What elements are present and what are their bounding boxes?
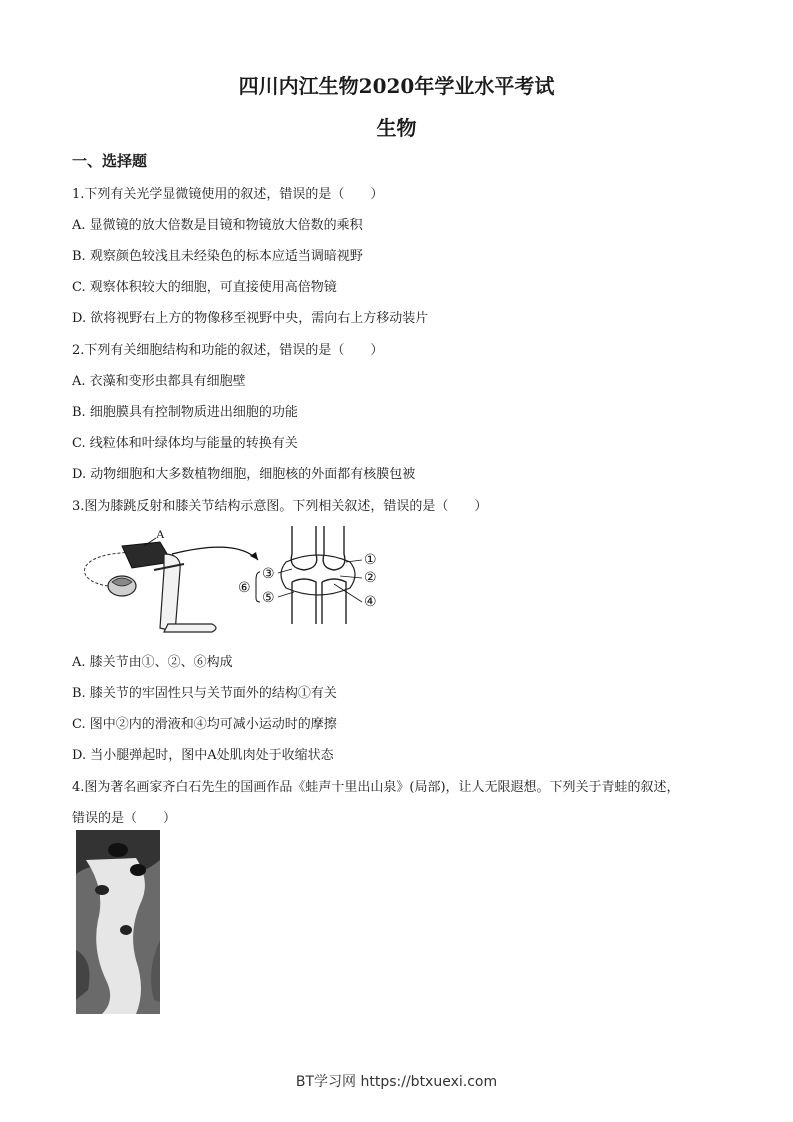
question-3-option-b: B. 膝关节的牢固性只与关节面外的结构①有关 — [72, 686, 337, 701]
label-6: ⑥ — [238, 580, 251, 596]
question-4-stem-line1: 4.图为著名画家齐白石先生的国画作品《蛙声十里出山泉》(局部)，让人无限遐想。下列关于青蛙的叙述， — [72, 780, 680, 795]
question-1-option-a: A. 显微镜的放大倍数是目镜和物镜放大倍数的乘积 — [72, 218, 363, 233]
foot-drawing — [164, 624, 216, 632]
pointer-4 — [334, 584, 362, 602]
question-2-option-a: A. 衣藻和变形虫都具有细胞壁 — [72, 374, 246, 389]
pointer-2 — [340, 576, 362, 578]
section-heading: 一、选择题 — [72, 152, 148, 170]
question-1-option-c: C. 观察体积较大的细胞，可直接使用高倍物镜 — [72, 280, 337, 295]
pointer-3 — [278, 569, 292, 573]
label-5: ⑤ — [262, 590, 275, 606]
question-4-stem-line2: 错误的是（ ） — [72, 811, 177, 826]
spinal-cord-drawing — [108, 576, 136, 596]
label-1: ① — [364, 552, 377, 568]
question-1-option-d: D. 欲将视野右上方的物像移至视野中央，需向右上方移动装片 — [72, 311, 429, 326]
question-3-option-a: A. 膝关节由①、②、⑥构成 — [72, 655, 233, 670]
question-1-stem: 1.下列有关光学显微镜使用的叙述，错误的是（ ） — [72, 187, 384, 202]
footer-watermark: BT学习网 https://btxuexi.com — [295, 1074, 498, 1090]
question-1-option-b: B. 观察颜色较浅且未经染色的标本应适当调暗视野 — [72, 249, 363, 264]
zoom-arrow — [172, 547, 258, 560]
label-4: ④ — [364, 594, 377, 610]
page-subtitle: 生物 — [376, 116, 417, 140]
question-3-stem: 3.图为膝跳反射和膝关节结构示意图。下列相关叙述，错误的是（ ） — [72, 499, 488, 514]
zoom-arrowhead — [250, 552, 258, 560]
knee-reflex-figure — [72, 524, 392, 644]
painting-image — [76, 830, 160, 1014]
question-2-option-d: D. 动物细胞和大多数植物细胞，细胞核的外面都有核膜包被 — [72, 467, 416, 482]
question-2-option-b: B. 细胞膜具有控制物质进出细胞的功能 — [72, 405, 298, 420]
label-bracket — [256, 572, 260, 602]
page-title: 四川内江生物2020年学业水平考试 — [238, 74, 555, 98]
question-3-option-c: C. 图中②内的滑液和④均可减小运动时的摩擦 — [72, 717, 337, 732]
knee-joint-drawing — [281, 526, 355, 624]
question-2-stem: 2.下列有关细胞结构和功能的叙述，错误的是（ ） — [72, 343, 384, 358]
question-3-option-d: D. 当小腿弹起时，图中A处肌肉处于收缩状态 — [72, 748, 334, 763]
question-2-option-c: C. 线粒体和叶绿体均与能量的转换有关 — [72, 436, 298, 451]
label-2: ② — [364, 570, 377, 586]
label-3: ③ — [262, 566, 275, 582]
label-a: A — [156, 527, 165, 541]
